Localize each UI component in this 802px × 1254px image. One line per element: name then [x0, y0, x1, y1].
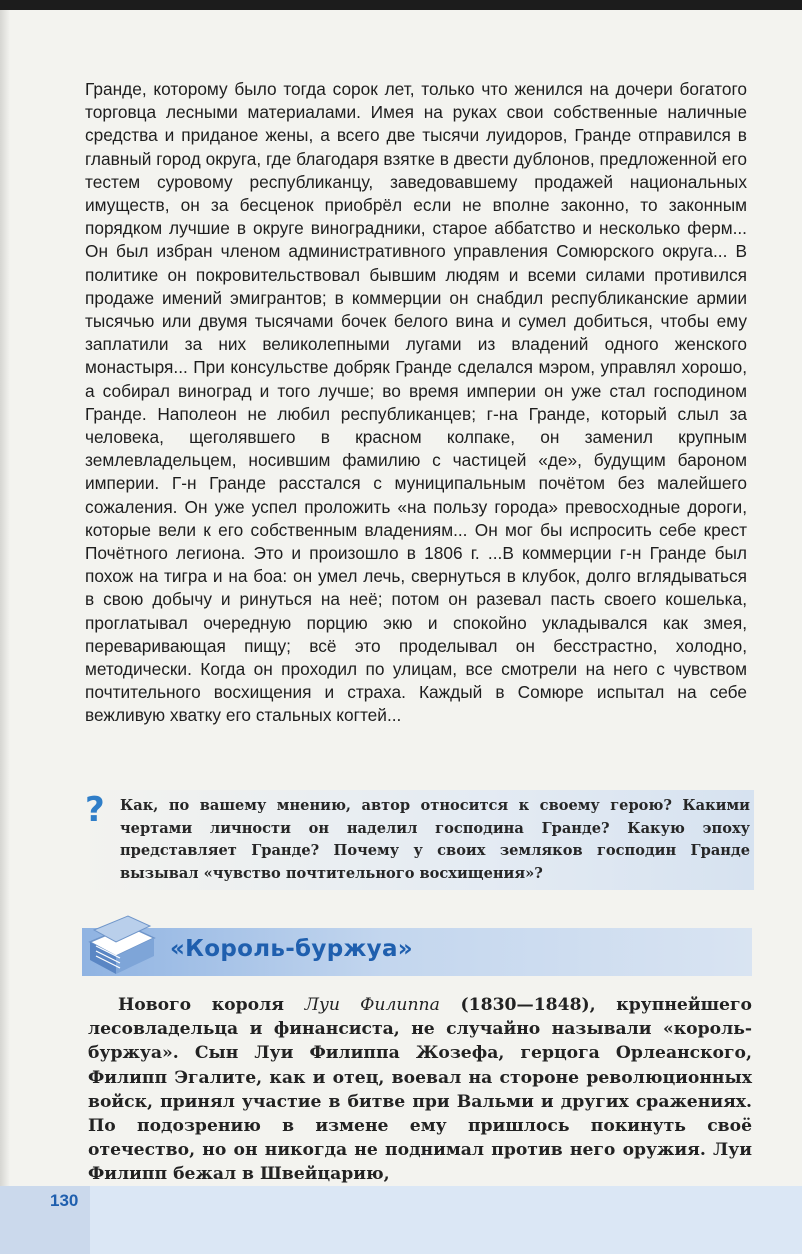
page-number: 130	[50, 1191, 79, 1210]
book-icon	[84, 908, 160, 978]
body-rest: (1830—1848), крупнейшего лесовладельца и финансиста, не случайно называли «король-буржуа». Сын Луи Филиппа Жозефа, герцога Орлеанского, Филипп Эгалите, как и отец, воевал на стороне революционных войск, принял участие в битве при Вальми и других сражениях. По подозрению в измене ему пришлось покинуть своё отечество, но он никогда не поднимал против него оружия. Луи Филипп бежал в Швейцарию,	[88, 995, 752, 1185]
scan-top-edge	[0, 0, 802, 10]
footer-band	[0, 1186, 802, 1254]
body-paragraph	[88, 993, 752, 1187]
body-intro: Нового короля	[118, 995, 305, 1015]
grandet-quote: Гранде, которому было тогда сорок лет, только что женился на дочери богатого торговца лесными материалами. Имея на руках свои собственные наличные средства и приданое жены, а всего две тысячи луидоров, Гранде отправился в главный город округа, где благодаря взятке в двести дублонов, предложенной его тестем суровому республиканцу, заведовавшему продажей национальных имуществ, он за бесценок приобрёл если не вполне законно, то законным порядком лучшие в округе виноградники, старое аббатство и несколько ферм... Он был избран членом административного управления Сомюрского округа... В политике он покровительствовал бывшим людям и всеми силами противился продаже имений эмигрантов; в коммерции он снабдил республиканские армии тысячью или двумя тысячами бочек белого вина и сумел добиться, чтобы ему заплатили за них великолепными лугами из владений одного женского монастыря... При консульстве добряк Гранде сделался мэром, управлял хорошо, а собирал виноград и того лучше; во время империи он уже стал господином Гранде. Наполеон не любил республиканцев; г-на Гранде, который слыл за человека, щеголявшего в красном колпаке, он заменил крупным землевладельцем, носившим фамилию с частицей «де», будущим бароном империи. Г-н Гранде расстался с муниципальным почётом без малейшего сожаления. Он уже успел проложить «на пользу города» превосходные дороги, которые вели к его собственным владениям... Он мог бы испросить себе крест Почётного легиона. Это и произошло в 1806 г. ...В коммерции г-н Гранде был похож на тигра и на боа: он умел лечь, свернуться в клубок, долго вглядываться в свою добычу и ринуться на неё; потом он разевал пасть своего кошелька, проглатывал очередную порцию экю и спокойно укладывался как змея, переваривающая пищу; всё это проделывал он бесстрастно, холодно, методически. Когда он проходил по улицам, все смотрели на него с чувством почтительного восхищения и страха. Каждый в Сомюре испытал на себе вежливую хватку его стальных когтей...	[85, 79, 747, 726]
question-text: Как, по вашему мнению, автор относится к своему герою? Какими чертами личности он наделил господина Гранде? Какую эпоху представляет Гранде? Почему у своих земляков господин Гранде вызывал «чувство почтительного восхищения»?	[120, 797, 750, 882]
page-gutter	[0, 10, 10, 1254]
king-name: Луи Филиппа	[304, 995, 440, 1015]
section-title: «Король-буржуа»	[170, 936, 413, 962]
question-mark-icon: ?	[85, 790, 105, 830]
